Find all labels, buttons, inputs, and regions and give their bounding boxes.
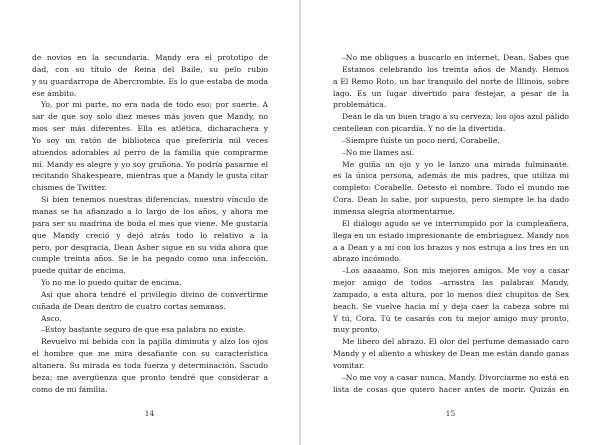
text-line: mejor amigo de todos –arrastra las palabras Mandy, xyxy=(333,278,569,288)
text-line: dad, con su título de Reina del Baile, su pelo rubio xyxy=(32,64,268,74)
text-line: cuñada de Dean dentro de cuatro cortas semanas. xyxy=(32,301,226,311)
left-page-number: 14 xyxy=(144,409,155,418)
text-line: atuendos adorables al perro de la familia que comprarme xyxy=(32,147,268,157)
text-line: mí. Mandy es alegre y yo soy gruñona. Yo podría pasarme el xyxy=(32,159,268,169)
text-line: –No me llames así. xyxy=(342,147,415,157)
text-line: Yo soy un ratón de biblioteca que preferiría mil veces xyxy=(32,135,268,145)
text-line: lago. Es un lugar divertido para festejar, a pesar de la xyxy=(333,88,569,98)
text-line: beach. Se vuelve hacia mí y deja caer la cabeza sobre mi xyxy=(333,301,569,311)
text-line: ese ámbito. xyxy=(32,88,77,98)
text-line: Si bien tenemos nuestras diferencias, nuestro vínculo de xyxy=(41,195,268,205)
text-line: completo: Corabelle. Detesto el nombre. Todo el mundo me xyxy=(333,183,569,193)
text-line: mos ser más diferentes. Ella es atlética, dicharachera y xyxy=(32,124,268,134)
text-line: recitando Shakespeare, mientras que a Mandy le gusta citar xyxy=(32,171,268,181)
text-line: problemática. xyxy=(333,100,387,110)
text-line: –No me voy a casar nunca, Mandy. Divorciarme no está en xyxy=(342,372,569,382)
right-page-number: 15 xyxy=(445,409,456,418)
text-line: zampado, a esta altura, por lo menos diez chupitos de Sex xyxy=(333,289,569,299)
text-line: es la única persona, además de mis padres, que utiliza mi xyxy=(333,171,569,181)
text-line: –Siempre fuiste un poco nerd, Corabelle. xyxy=(342,135,500,145)
text-line: muy pronto. xyxy=(333,325,380,335)
text-line: manas se ha afianzado a lo largo de los años, y ahora me xyxy=(32,206,268,216)
text-line: Estamos celebrando los treinta años de Mandy. Hemos xyxy=(342,64,569,74)
text-line: a a Dean y a mí con los brazos y nos estruja a los tres en un xyxy=(333,242,569,252)
left-page xyxy=(0,0,299,445)
right-page-text xyxy=(333,52,569,395)
text-line: lista de cosas que quiero hacer antes de morir. Quizás en xyxy=(333,384,569,394)
text-line: Me guiña un ojo y yo le lanzo una mirada fulminante. xyxy=(342,159,569,169)
text-line: Cora. Dean lo sabe, por supuesto, pero siempre le ha dado xyxy=(333,195,569,205)
text-line: –Los aaaaamo. Son mis mejores amigos. Me voy a casar xyxy=(342,266,569,276)
text-line: puede quitar de encima. xyxy=(32,266,126,276)
text-line: abrazo incómodo. xyxy=(333,254,402,264)
text-line: altanera. Su mirada es toda fuerza y determinación. Sacudo xyxy=(32,360,268,370)
text-line: como de mi familia. xyxy=(32,384,108,394)
text-line: a El Remo Roto, un bar tranquilo del norte de Illinois, sobre xyxy=(333,76,569,86)
text-line: Me libero del abrazo. El olor del perfume demasiado caro xyxy=(342,337,569,347)
text-line: el hombre que me mira desafiante con su característica xyxy=(32,349,268,359)
text-line: Yo no me lo puedo quitar de encima. xyxy=(41,278,182,288)
text-line: Asco. xyxy=(41,313,62,323)
text-line: Así que ahora tendré el privilegio divino de convertirme xyxy=(41,289,268,299)
text-line: El diálogo agudo se ve interrumpido por la cumpleañera, xyxy=(342,218,569,228)
text-line: inmensa alegría atormentarme. xyxy=(333,206,455,216)
text-line: vomitar. xyxy=(333,360,365,370)
text-line: centellean con picardía. Y no de la divertida. xyxy=(333,124,506,134)
text-line: llega en un estado impresionante de embriaguez. Mandy nos xyxy=(333,230,569,240)
text-line: y su guardarropa de Abercrombie. Es lo que estaba de moda xyxy=(32,76,268,86)
text-line: Y tú, Cora. Tú te casarás con tu mejor amigo muy pronto, xyxy=(333,313,569,323)
text-line: chismes de Twitter. xyxy=(32,183,107,193)
text-line: Yo, por mi parte, no era nada de todo eso; por suerte. A xyxy=(41,100,268,110)
text-line: beza; me avergüenza que pronto tendré que considerar a xyxy=(32,372,268,382)
text-line: de novios en la secundaria. Mandy era el prototipo de xyxy=(32,53,268,62)
text-line: Revuelvo mi bebida con la pajilla diminuta y alzo los ojos xyxy=(41,337,268,347)
text-line: sar de que soy solo diez meses más joven que Mandy, no xyxy=(32,112,268,122)
text-line: –Estoy bastante seguro de que esa palabra no existe. xyxy=(41,325,246,335)
text-line: Dean le da un buen trago a su cerveza; los ojos azul pálido xyxy=(342,112,569,122)
text-line: para ser su madrina de boda el mes que viene. Me gustaría xyxy=(32,218,268,228)
text-line: que Mandy creció y dejó atrás todo lo relativo a la xyxy=(32,230,268,240)
text-line: –No me obligues a buscarlo en internet, Dean. Sabes que xyxy=(342,53,569,62)
text-line: Mandy y el aliento a whiskey de Dean me están dando ganas xyxy=(333,349,569,359)
left-page-text xyxy=(32,52,268,395)
text-line: pero, por desgracia, Dean Asher sigue en su vida ahora que xyxy=(32,242,268,252)
right-page xyxy=(301,0,600,445)
text-line: cumple treinta años. Se le ha pegado como una infección. xyxy=(32,254,268,264)
